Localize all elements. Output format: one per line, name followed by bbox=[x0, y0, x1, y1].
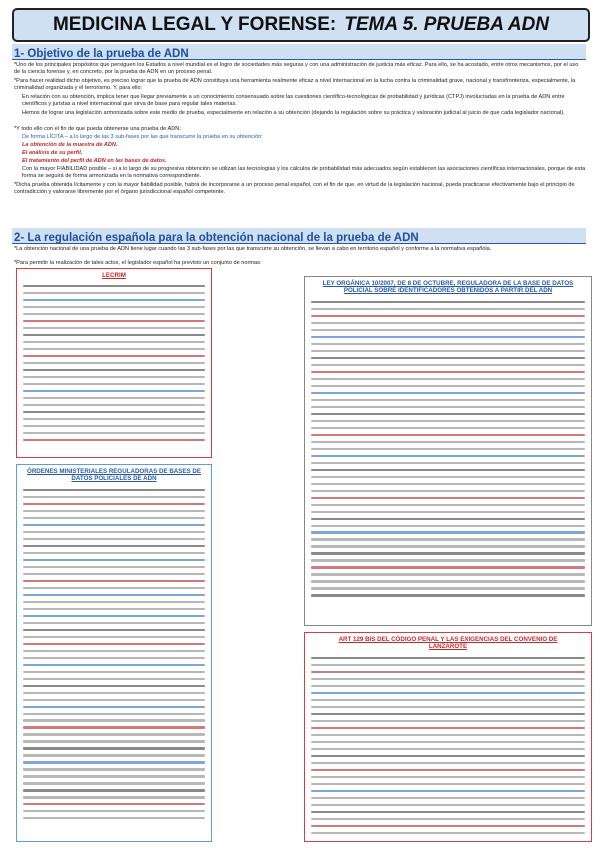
section1-step4: El tratamiento del perfil de ADN en las bases de datos. bbox=[22, 158, 167, 164]
section2-intro: *La obtención nacional de una prueba de ADN tiene lugar cuando las 3 sub-fases por las que transcurre su obtención, se llevan a cabo en territorio español y conforme a la normativa española. bbox=[14, 246, 492, 252]
section1-step5: Con la mayor FIABILIDAD posible – si a lo largo de su progresiva obtención se utilizan las tecnologías y los cálculos de probabilidad más adecuados según establecen las asociaciones científicas internacionales, porque de esta forma se seguirá de forma armonizada en la normativa correspondiente. bbox=[22, 166, 586, 180]
lecrim-box-text bbox=[23, 285, 205, 446]
section2-heading-bar bbox=[12, 228, 586, 244]
art-129-bis-box bbox=[304, 632, 592, 842]
section1-intro: *Uno de los principales propósitos que persiguen los Estados a nivel mundial es el logro de sociedades más seguras y con una administración de justicia más eficaz. Para ello, se ha acostado, entre otros mecanismos, por el uso de la ciencia forense y, en concreto, por la prueba de ADN en un proceso penal. bbox=[14, 62, 579, 76]
section1-needs: *Para hacer realidad dicho objetivo, es preciso lograr que la prueba de ADN constituya una herramienta realmente eficaz a nivel internacional en la lucha contra la criminalidad grave, nacional y transfronteriza, especialmente, la criminalidad organizada y el terrorismo. Y, para ello: bbox=[14, 78, 576, 92]
om-box-title: ÓRDENES MINISTERIALES REGULADORAS DE BASES DE DATOS POLICIALES DE ADN bbox=[27, 468, 201, 482]
section2-intro2: *Para permitir la realización de tales actos, el legislador español ha previsto un conjunto de normas: bbox=[14, 260, 262, 266]
section1-conclusion: *Dicha prueba obtenida lícitamente y con la mayor fiabilidad posible, habrá de incorporarse a un proceso penal español, con el fin de que, en virtud de la legislación nacional, pueda practicarse efectivamente bajo el principio de contradicción y valorarse libremente por el órgano jurisdiccional español competente. bbox=[14, 182, 575, 196]
ordenes-ministeriales-box bbox=[16, 464, 212, 842]
section1-heading-bar bbox=[12, 44, 586, 60]
lecrim-box bbox=[16, 268, 212, 458]
section1-bullet1: En relación con su obtención, implica tener que llegar previamente a un conocimiento consensuado sobre las cuestiones científico-tecnológicas de probabilidad y jurídicas (CTPJ) involucradas en la prueba de ADN entre científicos y juristas a nivel internacional que sirva de base para regular tales materias. bbox=[22, 94, 565, 108]
document-title: MEDICINA LEGAL Y FORENSE: bbox=[52, 14, 337, 35]
lecrim-box-title: LECRIM bbox=[102, 272, 126, 279]
om-box-text bbox=[23, 489, 205, 824]
section1-step2: La obtención de la muestra de ADN. bbox=[22, 142, 118, 148]
document-subtitle: TEMA 5. PRUEBA ADN bbox=[344, 14, 550, 35]
art-box-text bbox=[311, 657, 585, 839]
ley-organica-box bbox=[304, 276, 592, 626]
section1-bullet2: Hemos de lograr una legislación armonizada sobre este medio de prueba, especialmente en relación a su obtención (dejando la regulación sobre su práctica y valoración judicial al juicio de que cada legislador nacional). bbox=[22, 110, 565, 116]
section2-heading: 2- La regulación española para la obtención nacional de la prueba de ADN bbox=[14, 232, 419, 244]
title-banner bbox=[12, 8, 590, 42]
section1-steps-intro: *Y todo ello con el fin de que pueda obtenerse una prueba de ADN: bbox=[14, 126, 181, 132]
lo-box-title: LEY ORGÁNICA 10/2007, DE 8 DE OCTUBRE, REGULADORA DE LA BASE DE DATOS POLICIAL SOBRE IDENTIFICADORES OBTENIDOS A PARTIR DEL ADN bbox=[322, 280, 574, 294]
section1-heading: 1- Objetivo de la prueba de ADN bbox=[14, 48, 189, 60]
section1-step1: De forma LÍCITA – a lo largo de las 3 sub-fases por las que transcurre la prueba en su obtención: bbox=[22, 134, 263, 140]
section1-step3: El análisis de su perfil. bbox=[22, 150, 83, 156]
art-box-title: ART 129 BIS DEL CÓDIGO PENAL Y LAS EXIGENCIAS DEL CONVENIO DE LANZAROTE bbox=[338, 636, 558, 650]
lo-box-text bbox=[311, 301, 585, 601]
